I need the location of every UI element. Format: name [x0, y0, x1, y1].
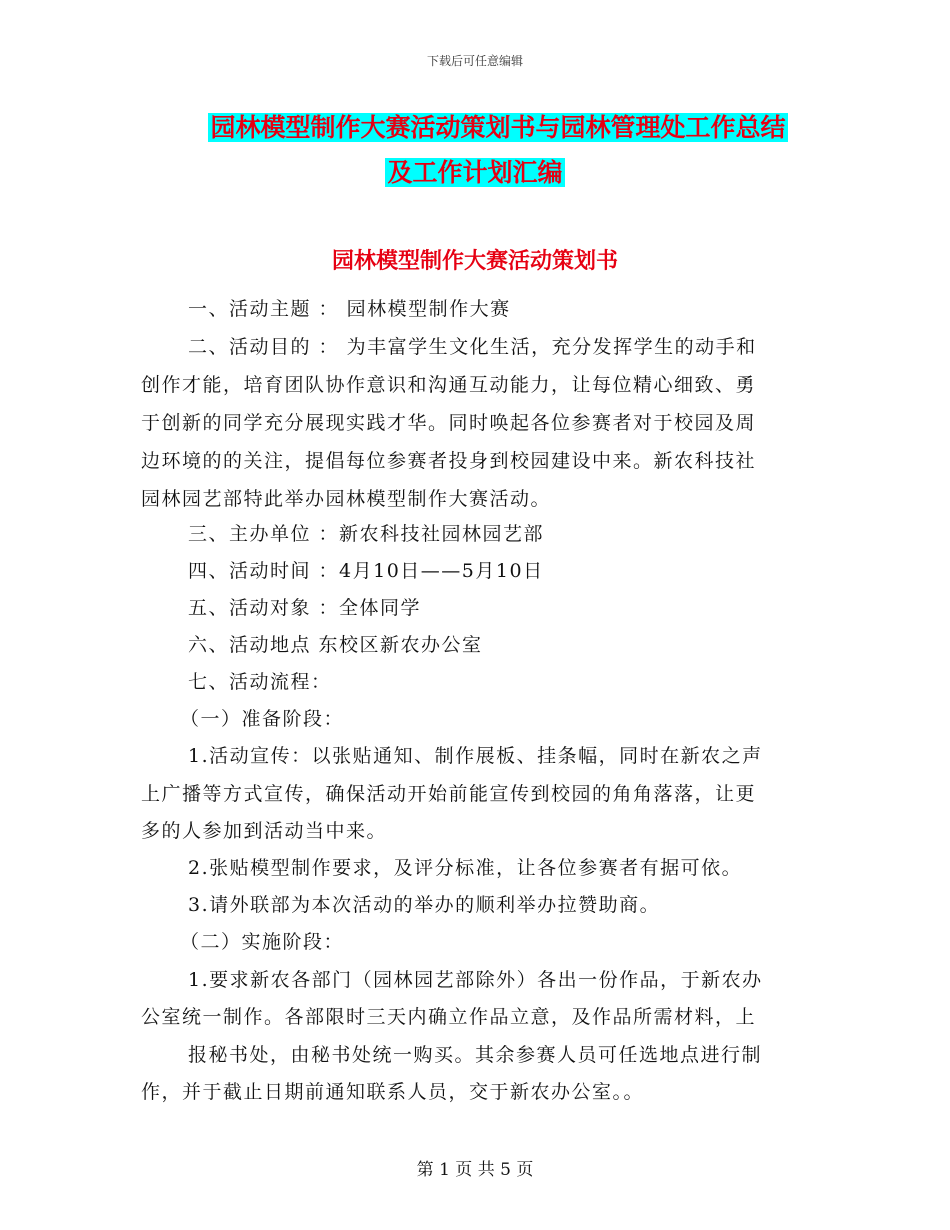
body-line: 一、活动主题 ： 园林模型制作大赛	[188, 298, 511, 320]
body-line: （二）实施阶段：	[180, 931, 345, 953]
body-line: 3.请外联部为本次活动的举办的顺利举办拉赞助商。	[188, 894, 661, 916]
body-line: 七、活动流程：	[188, 671, 332, 693]
body-line: 1.要求新农各部门（园林园艺部除外）各出一份作品，于新农办	[188, 969, 763, 991]
body-line: 2.张贴模型制作要求，及评分标准，让各位参赛者有据可依。	[188, 857, 743, 879]
page-number: 第 1 页 共 5 页	[416, 1160, 534, 1180]
body-line: 三、主办单位 ：新农科技社园林园艺部	[188, 523, 545, 545]
body-line: 多的人参加到活动当中来。	[141, 820, 388, 842]
body-line: 1.活动宣传：以张贴通知、制作展板、挂条幅，同时在新农之声	[188, 745, 763, 767]
body-line: 边环境的的关注，提倡每位参赛者投身到校园建设中来。新农科技社	[141, 450, 757, 472]
body-line: 作，并于截止日期前通知联系人员，交于新农办公室。。	[141, 1081, 645, 1103]
section-title: 园林模型制作大赛活动策划书	[331, 249, 618, 274]
body-line: （一）准备阶段：	[180, 708, 345, 730]
document-title-line-2	[0, 155, 950, 191]
body-line: 四、活动时间 ：4月10日——5月10日	[188, 560, 544, 582]
header-note: 下载后可任意编辑	[426, 54, 523, 68]
body-line: 五、活动对象 ：全体同学	[188, 597, 422, 619]
document-title-line-1	[0, 110, 950, 146]
body-line: 报秘书处，由秘书处统一购买。其余参赛人员可任选地点进行制	[188, 1044, 763, 1066]
body-line: 于创新的同学充分展现实践才华。同时唤起各位参赛者对于校园及周	[141, 412, 757, 434]
body-line: 公室统一制作。各部限时三天内确立作品立意，及作品所需材料，上	[141, 1006, 757, 1028]
body-line: 创作才能，培育团队协作意识和沟通互动能力，让每位精心细致、勇	[141, 374, 757, 396]
body-line: 六、活动地点 东校区新农办公室	[188, 634, 483, 656]
title-text-2: 及工作计划汇编	[387, 158, 563, 187]
body-line: 上广播等方式宣传，确保活动开始前能宣传到校园的角角落落，让更	[141, 783, 757, 805]
body-line: 二、活动目的 ： 为丰富学生文化生活，充分发挥学生的动手和	[188, 336, 757, 358]
body-line: 园林园艺部特此举办园林模型制作大赛活动。	[141, 488, 552, 510]
title-text-1: 园林模型制作大赛活动策划书与园林管理处工作总结	[210, 113, 786, 142]
